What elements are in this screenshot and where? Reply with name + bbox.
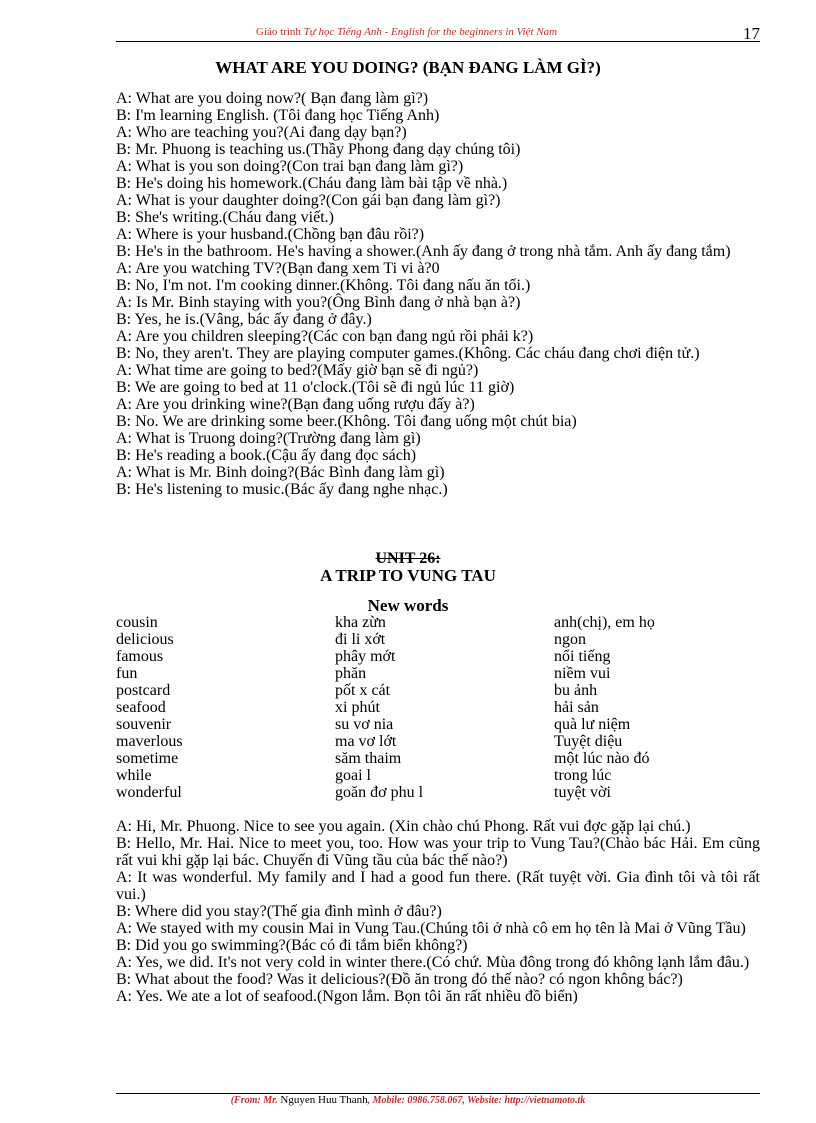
page-footer xyxy=(0,1094,816,1106)
vocab-meaning: bu ảnh xyxy=(554,682,598,699)
conversation-line: B: Yes, he is.(Vâng, bác ấy đang ở đây.) xyxy=(116,311,372,328)
vocab-pronunciation: đi li xớt xyxy=(335,631,386,648)
conversation-line: A: What is you son doing?(Con trai bạn đang làm gì?) xyxy=(116,158,464,175)
conversation-line: B: No, they aren't. They are playing computer games.(Không. Các cháu đang chơi điện tử.) xyxy=(116,345,700,362)
dialogue-line: A: We stayed with my cousin Mai in Vung Tau.(Chúng tôi ở nhà cô em họ tên là Mai ở Vũng Tầu) xyxy=(116,920,746,937)
conversation-line: A: Who are teaching you?(Ai đang dạy bạn?) xyxy=(116,124,407,141)
conversation-line: A: What is your daughter doing?(Con gái bạn đang làm gì?) xyxy=(116,192,501,209)
dialogue-line: A: It was wonderful. My family and I had a good fun there. (Rất tuyệt vời. Gia đình tôi và tôi rất vui.) xyxy=(116,869,760,903)
vocab-pronunciation: xi phút xyxy=(335,699,380,716)
vocab-row xyxy=(116,784,760,801)
unit-number: UNIT 26: xyxy=(375,550,441,567)
conversation-line: A: What are you doing now?( Bạn đang làm gì?) xyxy=(116,90,429,107)
conversation-line: A: What time are going to bed?(Mấy giờ bạn sẽ đi ngủ?) xyxy=(116,362,479,379)
conversation-line: B: She's writing.(Cháu đang viết.) xyxy=(116,209,334,226)
vocab-meaning: một lúc nào đó xyxy=(554,750,650,767)
dialogue-line: B: Did you go swimming?(Bác có đi tắm biển không?) xyxy=(116,937,468,954)
vocab-meaning: niềm vui xyxy=(554,665,611,682)
conversation-line: A: Are you drinking wine?(Bạn đang uống rượu đấy à?) xyxy=(116,396,475,413)
dialogue-block xyxy=(116,818,760,1005)
vocab-heading: New words xyxy=(367,596,449,615)
vocab-row xyxy=(116,665,760,682)
conversation-line: B: No, I'm not. I'm cooking dinner.(Không. Tôi đang nấu ăn tối.) xyxy=(116,277,531,294)
vocab-meaning: tuyệt vời xyxy=(554,784,611,801)
vocab-pronunciation: goăn đơ phu l xyxy=(335,784,424,801)
vocab-row xyxy=(116,716,760,733)
vocab-word: cousin xyxy=(116,614,158,631)
vocab-word: souvenir xyxy=(116,716,172,733)
vocab-meaning: Tuyệt diệu xyxy=(554,733,623,750)
conversation-line: B: Mr. Phuong is teaching us.(Thầy Phong đang dạy chúng tôi) xyxy=(116,141,521,158)
conversation-line: B: He's reading a book.(Cậu ấy đang đọc sách) xyxy=(116,447,417,464)
conversation-line: A: What is Mr. Binh doing?(Bác Bình đang làm gì) xyxy=(116,464,445,481)
vocab-word: seafood xyxy=(116,699,166,716)
vocab-meaning: trong lúc xyxy=(554,767,612,784)
header-rule xyxy=(116,41,760,42)
conversation-line: B: He's in the bathroom. He's having a shower.(Anh ấy đang ở trong nhà tắm. Anh ấy đang tắm) xyxy=(116,243,731,260)
conversation-line: A: Are you children sleeping?(Các con bạn đang ngủ rồi phải k?) xyxy=(116,328,534,345)
vocab-table xyxy=(116,614,760,801)
vocab-word: famous xyxy=(116,648,164,665)
vocab-word: postcard xyxy=(116,682,171,699)
vocab-meaning: anh(chị), em họ xyxy=(554,614,655,631)
conversation-line: B: No. We are drinking some beer.(Không. Tôi đang uống một chút bia) xyxy=(116,413,577,430)
dialogue-line: A: Hi, Mr. Phuong. Nice to see you again. (Xin chào chú Phong. Rất vui đợc gặp lại chú.) xyxy=(116,818,691,835)
header-text-b: Tự học Tiếng Anh - English for the beginners in Việt Nam xyxy=(303,26,558,38)
header-text xyxy=(256,26,557,38)
vocab-pronunciation: su vơ nia xyxy=(335,716,394,733)
vocab-meaning: quà lư niệm xyxy=(554,716,631,733)
vocab-row xyxy=(116,767,760,784)
vocab-pronunciation: phăn xyxy=(335,665,367,682)
vocab-row xyxy=(116,682,760,699)
vocab-pronunciation: ma vơ lớt xyxy=(335,733,397,750)
vocab-row xyxy=(116,614,760,631)
conversation-line: B: I'm learning English. (Tôi đang học Tiếng Anh) xyxy=(116,107,440,124)
dialogue-line: B: Where did you stay?(Thế gia đình mình ở đâu?) xyxy=(116,903,442,920)
vocab-meaning: hải sản xyxy=(554,699,599,716)
vocab-word: sometime xyxy=(116,750,179,767)
dialogue-line: B: What about the food? Was it delicious?(Đồ ăn trong đó thế nào? có ngon không bác?) xyxy=(116,971,683,988)
footer-contact: , Mobile: 0986.758.067, Website: http://vietnamoto.tk xyxy=(367,1095,586,1106)
page-title: WHAT ARE YOU DOING? (BẠN ĐANG LÀM GÌ?) xyxy=(215,58,601,77)
footer-prefix: (From: Mr. xyxy=(230,1095,281,1106)
dialogue-line: A: Yes. We ate a lot of seafood.(Ngon lắm. Bọn tôi ăn rất nhiều đồ biển) xyxy=(116,988,578,1005)
vocab-word: wonderful xyxy=(116,784,182,801)
conversation-line: A: Is Mr. Binh staying with you?(Ông Bình đang ở nhà bạn à?) xyxy=(116,294,521,311)
vocab-word: fun xyxy=(116,665,138,682)
conversation-line: A: What is Truong doing?(Trường đang làm gì) xyxy=(116,430,421,447)
vocab-pronunciation: phây mớt xyxy=(335,648,396,665)
conversation-line: B: We are going to bed at 11 o'clock.(Tôi sẽ đi ngủ lúc 11 giờ) xyxy=(116,379,515,396)
vocab-row xyxy=(116,648,760,665)
vocab-row xyxy=(116,631,760,648)
vocab-row xyxy=(116,733,760,750)
vocab-meaning: nổi tiếng xyxy=(554,648,611,665)
dialogue-line: B: Hello, Mr. Hai. Nice to meet you, too. How was your trip to Vung Tau?(Chào bác Hải. Em cũng rất vui khi gặp lại bác. Chuyến đi Vũng tầu của bác thế nào?) xyxy=(116,835,760,869)
header-text-a: Giáo trình xyxy=(256,26,304,38)
unit-heading xyxy=(0,551,816,585)
vocab-word: maverlous xyxy=(116,733,183,750)
page-number: 17 xyxy=(743,24,760,43)
vocab-row xyxy=(116,699,760,716)
conversation-block xyxy=(116,90,760,498)
page-header xyxy=(116,26,760,42)
dialogue-line: A: Yes, we did. It's not very cold in winter there.(Có chứ. Mùa đông trong đó không lạnh lắm đâu.) xyxy=(116,954,750,971)
vocab-pronunciation: săm thaim xyxy=(335,750,402,767)
conversation-line: A: Are you watching TV?(Bạn đang xem Ti vi à?0 xyxy=(116,260,440,277)
vocab-meaning: ngon xyxy=(554,631,586,648)
vocab-pronunciation: goai l xyxy=(335,767,371,784)
vocab-word: delicious xyxy=(116,631,174,648)
unit-title: A TRIP TO VUNG TAU xyxy=(320,566,496,585)
vocab-pronunciation: pốt x cát xyxy=(335,682,391,699)
footer-author: Nguyen Huu Thanh xyxy=(280,1094,368,1106)
conversation-line: B: He's listening to music.(Bác ấy đang nghe nhạc.) xyxy=(116,481,448,498)
vocab-row xyxy=(116,750,760,767)
vocab-pronunciation: kha zừn xyxy=(335,614,386,631)
conversation-line: A: Where is your husband.(Chồng bạn đâu rồi?) xyxy=(116,226,425,243)
conversation-line: B: He's doing his homework.(Cháu đang làm bài tập về nhà.) xyxy=(116,175,508,192)
vocab-word: while xyxy=(116,767,152,784)
